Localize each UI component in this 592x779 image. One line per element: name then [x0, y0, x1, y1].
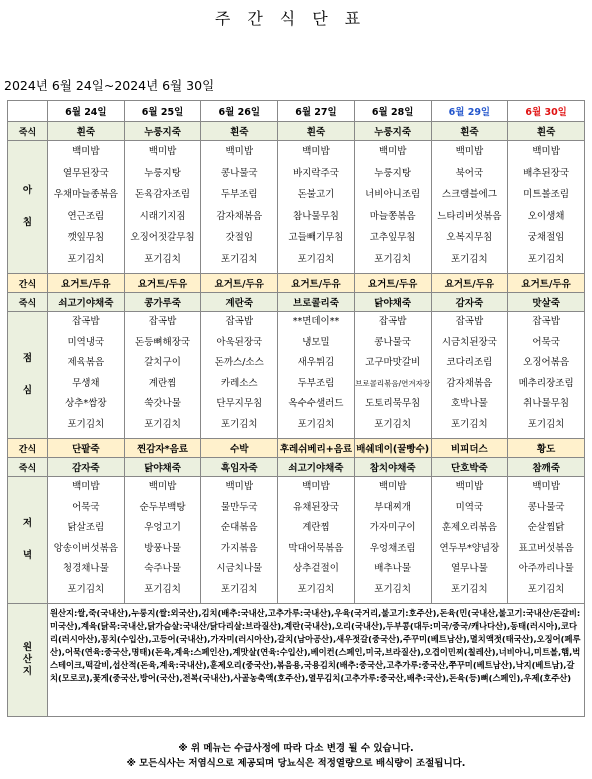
breakfast-jook-row-cell: 흰죽: [48, 122, 125, 141]
menu-item: 백미밥: [532, 146, 560, 157]
menu-item: 포기김치: [144, 418, 181, 430]
menu-item: 훈제오리볶음: [441, 522, 497, 533]
menu-item: 돈등뼈해장국: [135, 336, 191, 348]
menu-item: 도토리묵무침: [365, 398, 421, 409]
menu-item: 오이생채: [527, 210, 565, 222]
menu-item: 냉모밀: [302, 336, 330, 348]
dinner-jook-row: [8, 458, 585, 477]
menu-item: 카레소스: [220, 377, 258, 389]
menu-item: 단무지무침: [216, 398, 263, 409]
lunch-jook-row-cell: 감자죽: [431, 293, 508, 312]
morning-snack-row-cell: 요거트/두유: [124, 274, 201, 293]
dinner-jook-row-cell: 쇠고기야채죽: [278, 458, 355, 477]
menu-item: 스크램블에그: [441, 189, 497, 200]
day-header: 6월 24일: [48, 101, 125, 122]
menu-item: 앙송이버섯볶음: [53, 542, 118, 554]
menu-item: 브로콜리볶음/연겨자장: [355, 378, 431, 388]
dinner-jook-row-cell: 흑임자죽: [201, 458, 278, 477]
menu-item: 포기김치: [297, 253, 335, 265]
menu-item: 포기김치: [527, 583, 565, 595]
afternoon-snack-row-cell: 황도: [508, 439, 585, 458]
lunch-jook-row-cell: 콩가루죽: [124, 293, 201, 312]
menu-item: 백미밥: [378, 481, 407, 492]
afternoon-snack-row-cell: 비피더스: [431, 439, 508, 458]
morning-snack-row-cell: 요거트/두유: [431, 274, 508, 293]
breakfast-row-day-cell: [48, 141, 125, 274]
menu-item: 포기김치: [220, 583, 258, 595]
menu-item: 두부조림: [297, 377, 335, 389]
breakfast-row: [8, 141, 585, 274]
menu-item: 포기김치: [527, 418, 565, 430]
menu-item: **면데이**: [292, 316, 340, 327]
menu-item: 고들빼기무침: [288, 232, 344, 243]
menu-item: 새우튀김: [297, 357, 335, 368]
menu-item: 어묵국: [532, 336, 560, 348]
menu-item: 배추된장국: [523, 167, 570, 179]
menu-item: 포기김치: [144, 253, 181, 265]
dinner-jook-row-cell: 참깨죽: [508, 458, 585, 477]
morning-snack-row-cell: 요거트/두유: [508, 274, 585, 293]
menu-item: 표고버섯볶음: [518, 542, 574, 554]
breakfast-row-day-cell: [508, 141, 585, 274]
menu-item: 상추겉절이: [293, 563, 339, 574]
menu-item: 콩나물국: [220, 167, 258, 179]
breakfast-jook-row-cell: 흰죽: [201, 122, 278, 141]
menu-item: 숙주나물: [144, 563, 181, 574]
menu-item: 순두부백탕: [139, 501, 186, 513]
menu-item: 백미밥: [148, 146, 177, 157]
morning-snack-row-label: 간식: [8, 274, 48, 293]
menu-item: 포기김치: [67, 418, 105, 430]
afternoon-snack-row-cell: 배쉐데이(꿀빵수): [354, 439, 431, 458]
menu-item: 포기김치: [374, 583, 412, 595]
afternoon-snack-row-cell: 후레쉬베리+음료: [278, 439, 355, 458]
menu-item: 어묵국: [72, 501, 100, 513]
morning-snack-row-cell: 요거트/두유: [48, 274, 125, 293]
note-line: ※ 위 메뉴는 수급사정에 따라 다소 변경 될 수 있습니다.: [178, 743, 414, 754]
menu-item: 우엉고기: [144, 522, 181, 533]
menu-item: 백미밥: [148, 481, 177, 492]
dinner-row-label: 저 녁: [8, 477, 48, 604]
menu-item: 계란찜: [302, 522, 330, 533]
menu-item: 잡곡밥: [225, 316, 254, 327]
dinner-jook-row-cell: 참치야채죽: [354, 458, 431, 477]
menu-item: 갓절임: [225, 232, 254, 243]
menu-item: 돈육감자조림: [135, 189, 191, 200]
day-header: 6월 25일: [124, 101, 201, 122]
menu-item: 너비아니조림: [365, 189, 421, 200]
day-header-sunday: 6월 30일: [508, 101, 585, 122]
menu-item: 부대찌개: [374, 501, 412, 513]
menu-item: 코다리조림: [446, 357, 493, 368]
menu-item: 참나물무침: [293, 210, 339, 222]
menu-item: 포기김치: [451, 583, 488, 595]
lunch-row-label: 점 심: [8, 312, 48, 439]
lunch-jook-row-cell: 계란죽: [201, 293, 278, 312]
menu-item: 배추나물: [374, 563, 412, 574]
dinner-jook-row-label: 죽식: [8, 458, 48, 477]
menu-item: 순대볶음: [220, 522, 258, 533]
dinner-row-day-cell: [508, 477, 585, 604]
dinner-row-day-cell: [354, 477, 431, 604]
menu-item: 시금치나물: [216, 563, 263, 574]
menu-item: 순살찜닭: [527, 522, 565, 533]
menu-item: 포기김치: [527, 253, 565, 265]
menu-item: 호박나물: [451, 398, 488, 409]
breakfast-row-day-cell: [124, 141, 201, 274]
breakfast-jook-row-label: 죽식: [8, 122, 48, 141]
menu-item: 누룽지탕: [374, 167, 412, 179]
dinner-jook-row-cell: 감자죽: [48, 458, 125, 477]
menu-item: 포기김치: [144, 583, 181, 595]
menu-item: 물만두국: [220, 501, 258, 513]
menu-item: 아욱된장국: [216, 336, 263, 348]
lunch-row-day-cell: [48, 312, 125, 439]
afternoon-snack-row: [8, 439, 585, 458]
menu-item: 백미밥: [455, 481, 484, 492]
morning-snack-row-cell: 요거트/두유: [354, 274, 431, 293]
menu-item: 깻잎무침: [67, 232, 105, 243]
menu-item: 가자미구이: [369, 522, 416, 533]
lunch-row: [8, 312, 585, 439]
morning-snack-row-cell: 요거트/두유: [278, 274, 355, 293]
morning-snack-row: [8, 274, 585, 293]
breakfast-jook-row-cell: 누룽지죽: [354, 122, 431, 141]
menu-item: 막대어묵볶음: [288, 542, 344, 554]
menu-item: 포기김치: [220, 418, 258, 430]
lunch-row-day-cell: [124, 312, 201, 439]
lunch-row-day-cell: [278, 312, 355, 439]
menu-item: 시래기지짐: [139, 210, 186, 222]
day-header: 6월 26일: [201, 101, 278, 122]
menu-item: 포기김치: [220, 253, 258, 265]
menu-item: 상추*쌈장: [65, 398, 107, 409]
dinner-row: [8, 477, 585, 604]
header-row: [8, 101, 585, 122]
menu-item: 고구마맛갈비: [365, 357, 421, 368]
menu-item: 백미밥: [378, 146, 407, 157]
menu-period: 2024년 6월 24일~2024년 6월 30일: [4, 78, 215, 93]
menu-item: 메추리장조림: [518, 377, 574, 389]
menu-item: 돈불고기: [297, 189, 335, 200]
lunch-jook-row-cell: 쇠고기야채죽: [48, 293, 125, 312]
breakfast-row-label: 아 침: [8, 141, 48, 274]
notes: [46, 741, 546, 771]
menu-item: 포기김치: [67, 253, 105, 265]
menu-item: 가지볶음: [220, 542, 258, 554]
dinner-jook-row-cell: 닭야채죽: [124, 458, 201, 477]
lunch-jook-row-label: 죽식: [8, 293, 48, 312]
corner-cell: [8, 101, 48, 122]
menu-item: 백미밥: [225, 481, 254, 492]
menu-item: 궁채절임: [527, 232, 565, 243]
menu-item: 취나물무침: [523, 398, 570, 409]
breakfast-jook-row-cell: 흰죽: [431, 122, 508, 141]
menu-item: 느타리버섯볶음: [437, 210, 502, 222]
breakfast-jook-row-cell: 누룽지죽: [124, 122, 201, 141]
menu-item: 우엉채조림: [369, 542, 416, 554]
breakfast-jook-row: [8, 122, 585, 141]
menu-item: 계란찜: [148, 377, 177, 389]
dinner-row-day-cell: [124, 477, 201, 604]
lunch-jook-row-cell: 맛살죽: [508, 293, 585, 312]
menu-item: 연근조림: [67, 210, 105, 222]
menu-item: 바지락주국: [293, 167, 339, 179]
afternoon-snack-row-cell: 단팥죽: [48, 439, 125, 458]
breakfast-row-day-cell: [354, 141, 431, 274]
menu-item: 돈까스/소스: [214, 357, 264, 368]
dinner-jook-row-cell: 단호박죽: [431, 458, 508, 477]
menu-item: 고추잎무침: [369, 232, 416, 243]
menu-item: 포기김치: [374, 418, 412, 430]
menu-item: 백미밥: [72, 481, 100, 492]
menu-item: 닭살조림: [67, 522, 105, 533]
day-header-saturday: 6월 29일: [431, 101, 508, 122]
menu-item: 열무된장국: [62, 167, 109, 179]
menu-item: 미역국: [455, 501, 484, 513]
menu-item: 오징어볶음: [523, 357, 570, 368]
menu-item: 포기김치: [297, 583, 335, 595]
afternoon-snack-row-cell: 찐감자*음료: [124, 439, 201, 458]
menu-item: 포기김치: [67, 583, 105, 595]
menu-item: 유채된장국: [293, 501, 339, 513]
morning-snack-row-cell: 요거트/두유: [201, 274, 278, 293]
day-header: 6월 27일: [278, 101, 355, 122]
menu-item: 잡곡밥: [72, 316, 100, 327]
lunch-jook-row-cell: 닭야채죽: [354, 293, 431, 312]
afternoon-snack-row-label: 간식: [8, 439, 48, 458]
menu-item: 방풍나물: [144, 542, 181, 554]
menu-item: 감자채볶음: [216, 210, 263, 222]
menu-item: 잡곡밥: [455, 316, 484, 327]
afternoon-snack-row-cell: 수박: [201, 439, 278, 458]
menu-item: 마늘쫑볶음: [369, 210, 416, 222]
menu-item: 제육볶음: [67, 357, 105, 368]
menu-item: 백미밥: [455, 146, 484, 157]
origin-label: 원 산 지: [8, 604, 48, 717]
menu-item: 연두부*양념장: [439, 542, 500, 554]
menu-item: 감자채볶음: [446, 377, 493, 389]
menu-item: 미트볼조림: [523, 189, 570, 200]
menu-item: 포기김치: [374, 253, 412, 265]
dinner-row-day-cell: [278, 477, 355, 604]
menu-item: 옥수수샐러드: [288, 398, 344, 409]
menu-item: 무생채: [72, 377, 100, 389]
menu-item: 포기김치: [451, 253, 488, 265]
menu-item: 백미밥: [72, 146, 100, 157]
menu-item: 백미밥: [302, 146, 330, 157]
breakfast-jook-row-cell: 흰죽: [278, 122, 355, 141]
menu-item: 잡곡밥: [148, 316, 177, 327]
menu-item: 오징어젓갈무침: [130, 232, 195, 243]
menu-item: 누룽지탕: [144, 167, 181, 179]
menu-item: 갈치구이: [144, 357, 181, 368]
note-line: ※ 모든식사는 저염식으로 제공되며 당뇨식은 적정열량으로 배식량이 조절됩니다.: [126, 758, 466, 769]
menu-item: 청경채나물: [62, 563, 109, 574]
breakfast-row-day-cell: [278, 141, 355, 274]
lunch-row-day-cell: [508, 312, 585, 439]
menu-item: 잡곡밥: [532, 316, 560, 327]
breakfast-jook-row-cell: 흰죽: [508, 122, 585, 141]
menu-item: 백미밥: [225, 146, 254, 157]
menu-item: 우채마늘종볶음: [53, 189, 118, 200]
menu-item: 백미밥: [532, 481, 560, 492]
menu-item: 열무나물: [451, 563, 488, 574]
breakfast-row-day-cell: [201, 141, 278, 274]
dinner-row-day-cell: [431, 477, 508, 604]
lunch-row-day-cell: [354, 312, 431, 439]
lunch-jook-row-cell: 브로콜리죽: [278, 293, 355, 312]
lunch-row-day-cell: [201, 312, 278, 439]
dinner-row-day-cell: [201, 477, 278, 604]
menu-item: 포기김치: [451, 418, 488, 430]
menu-item: 시금치된장국: [441, 336, 497, 348]
origin-text: 원산지:쌀,죽(국내산),누룽지(쌀:외국산),김치(배추:국내산,고추가루:국내산),우육(국거리,불고기:호주산),돈육(민(국내산,불고기:국내산/돈갈비:미국산),계육(닭목:국내산,닭가슴살:국내산/닭다리살:브라질산),계란(국내산),오리(국내산),두부콩(대두:미국/중국/캐나다산),동태(러시아),코다리(러시아산),꽁치(수입산),고등어(국내산),가자미(러시아산),갈치(남아공산),새우젓갈(중국산),주꾸미(베트남산),멸치액젓(태국산),오징어(페루산),어묵(연육:중국산,명태)(돈육,계육:스페인산),계맛살(연육:수입산),베이컨(스페인,미국,브라질산),오겹이민찌(칠레산),너비아니,미트볼,햄,벅스테이크,떡갈비,섭산적(돈육,계육:국내산),훈제오리(중국산),볶음용,국용김치(배추:중국산,고추가루:중국산,쭈꾸미(베트남산),낙지(베트남),갈치(모로코),꽃게(중국산,방어(국산),전복(국내산),사골농축액(호주산),열무김치(고추가루:중국산,배추:국산),돈육(등)뼈(스페인),우제(호주산): [48, 604, 585, 717]
menu-item: 백미밥: [302, 481, 330, 492]
page-title: 주간식단표: [214, 9, 378, 28]
menu-item: 북어국: [455, 167, 484, 179]
day-header: 6월 28일: [354, 101, 431, 122]
menu-item: 잡곡밥: [378, 316, 407, 327]
menu-item: 두부조림: [220, 189, 258, 200]
lunch-jook-row: [8, 293, 585, 312]
menu-item: 쑥갓나물: [144, 398, 181, 409]
menu-item: 아주까리나물: [518, 563, 574, 574]
menu-item: 포기김치: [297, 418, 335, 430]
breakfast-row-day-cell: [431, 141, 508, 274]
menu-item: 콩나물국: [527, 501, 565, 513]
menu-item: 콩나물국: [374, 336, 412, 348]
origin-row: [8, 604, 585, 717]
weekly-menu-table: [7, 100, 585, 717]
dinner-row-day-cell: [48, 477, 125, 604]
lunch-row-day-cell: [431, 312, 508, 439]
menu-item: 미역냉국: [67, 336, 105, 348]
menu-item: 오복지무침: [446, 232, 493, 243]
